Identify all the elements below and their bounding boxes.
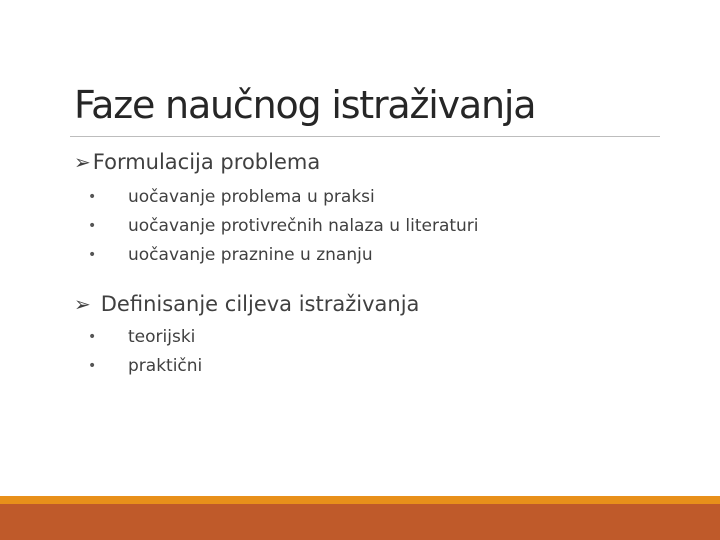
bullet-icon: • <box>88 329 97 345</box>
list-item-text: uočavanje problema u praksi <box>128 187 375 207</box>
list-item-text: praktični <box>128 356 203 376</box>
list-item-text: teorijski <box>128 327 196 347</box>
list-item <box>74 212 479 241</box>
list-item <box>74 241 373 270</box>
accent-bar <box>0 496 720 504</box>
section-heading <box>74 148 320 176</box>
list-item-text: uočavanje praznine u znanju <box>128 245 373 265</box>
footer-bar <box>0 504 720 540</box>
bullet-icon: • <box>88 189 97 205</box>
section-formulacija <box>74 148 479 270</box>
slide-title: Faze naučnog istraživanja <box>74 83 536 127</box>
bullet-icon: • <box>88 247 97 263</box>
title-divider <box>70 136 660 137</box>
section-heading-text: Formulacija problema <box>92 150 321 174</box>
arrow-bullet-icon: ➢ <box>74 292 91 316</box>
sub-list <box>74 183 479 270</box>
list-item-text: uočavanje protivrečnih nalaza u literaturi <box>128 216 479 236</box>
list-item <box>74 183 375 212</box>
section-heading-text: Definisanje ciljeva istraživanja <box>100 292 420 316</box>
section-heading <box>74 290 419 318</box>
bullet-icon: • <box>88 218 97 234</box>
sub-list <box>74 323 419 381</box>
bullet-icon: • <box>88 358 97 374</box>
section-definisanje <box>74 290 419 381</box>
arrow-bullet-icon: ➢ <box>74 150 91 174</box>
list-item <box>74 352 419 381</box>
list-item <box>74 323 419 352</box>
